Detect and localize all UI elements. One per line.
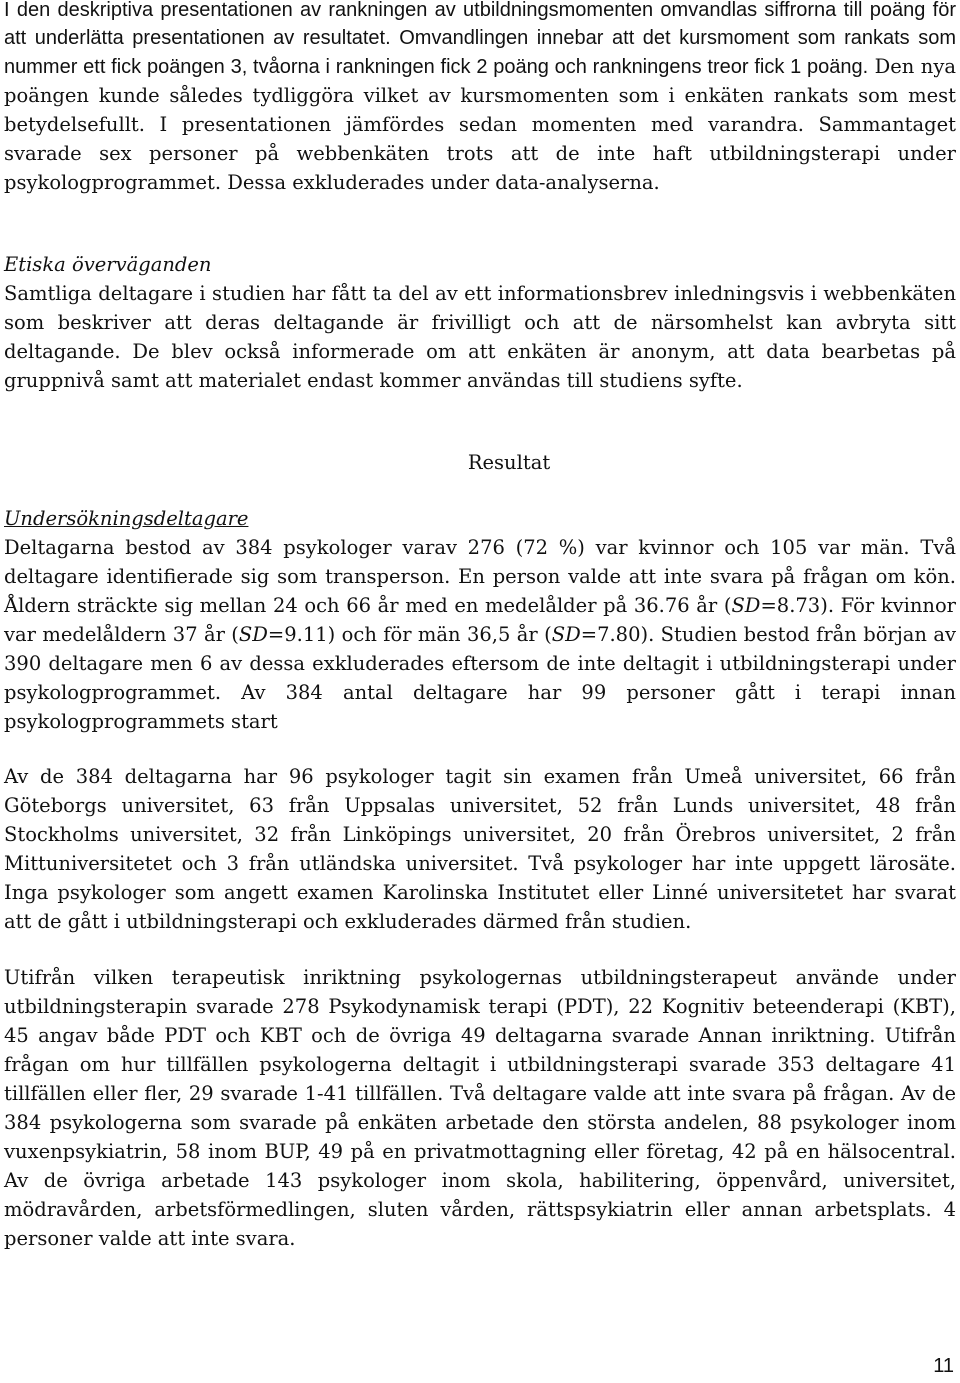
sd-label: SD [238,623,268,646]
paragraph-universities: Av de 384 deltagarna har 96 psykologer tagit sin examen från Umeå universitet, 66 från Göteborgs universitet, 63 från Uppsalas universitet, 52 från Lunds universitet, 48 från Stockholms universitet, 32 från Linköpings universitet, 20 från Örebros universitet, 2 från Mittuniversitetet och 3 från utländska universitet. Två psykologer har inte uppgett lärosäte. Inga psykologer som angett examen Karolinska Institutet eller Linné universitetet har svarat att de gått i utbildningsterapi och exkluderades därmed från studien. [4,765,956,933]
page-number: 11 [933,1355,954,1377]
paragraph-therapy-orientation: Utifrån vilken terapeutisk inriktning psykologernas utbildningsterapeut använde under utbildningsterapin svarade 278 Psykodynamisk terapi (PDT), 22 Kognitiv beteenderapi (KBT), 45 angav både PDT och KBT och de övriga 49 deltagarna svarade Annan inriktning. Utifrån frågan om hur tillfällen psykologerna deltagit i utbildningsterapi svarade 353 deltagare 41 tillfällen eller fler, 29 svarade 1-41 tillfällen. Två deltagare valde att inte svara på frågan. Av de 384 psykologerna som svarade på enkäten arbetade den största andelen, 88 psykologer inom vuxenpsykiatrin, 58 inom BUP, 49 på en privatmottagning eller företag, 42 på en hälsocentral. Av de övriga arbetade 143 psykologer inom skola, habilitering, öppenvård, universitet, mödravården, arbetsförmedlingen, sluten vården, rättspsykiatrin eller annan arbetsplats. 4 personer valde att inte svara. [4,966,956,1250]
section-heading-etiska: Etiska överväganden [4,253,212,276]
sd-label: SD [551,623,581,646]
participants-text-b: =8.73). För kvinnor var medelåldern 37 år ( [4,594,957,646]
sd-label: SD [731,594,761,617]
participants-text-d: =7.80). Studien bestod från början av 390 deltagare men 6 av dessa exkluderades eftersom de inte deltagit i utbildningsterapi under psykologprogrammet. Av 384 antal deltagare har 99 personer gått i terapi innan psykologprogrammets start [4,623,957,733]
participants-text-c: =9.11) och för män 36,5 år ( [267,623,552,646]
chapter-heading-resultat: Resultat [467,451,551,474]
participants-text-a: Deltagarna bestod av 384 psykologer varav 276 (72 %) var kvinnor och 105 var män. Två deltagare identifierade sig som transperson. En person valde att inte svara på frågan om kön. Åldern sträckte sig mellan 24 och 66 år med en medelålder på 36.76 år ( [4,536,956,617]
paragraph-ranking-method-part-b: Den nya poängen kunde således tydliggöra vilket av kursmomenten som i enkäten rankats som mest betydelsefullt. I presentationen jämfördes sedan momenten med varandra. Sammantaget svarade sex personer på webbenkäten trots att de inte haft utbildningsterapi under psykologprogrammet. Dessa exkluderades under data-analyserna. [4,55,956,194]
paragraph-participants [4,533,956,736]
paragraph-etiska: Samtliga deltagare i studien har fått ta del av ett informationsbrev inledningsvis i webbenkäten som beskriver att deras deltagande är frivilligt och att de närsomhelst kan avbryta sitt deltagande. De blev också informerade om att enkäten är anonym, att data bearbetas på gruppnivå samt att materialet endast kommer användas till studiens syfte. [4,282,956,392]
section-heading-undersokningsdeltagare: Undersökningsdeltagare [4,507,249,530]
paragraph-ranking-method-part-a: I den deskriptiva presentationen av rankningen av utbildningsmomenten omvandlas siffrorna till poäng för att underlätta presentationen av resultatet. Omvandlingen innebar att det kursmoment som rankats som nummer ett fick poängen 3, tvåorna i rankningen fick 2 poäng och rankningens treor fick 1 poäng. [4,0,956,78]
paragraph-ranking-method [4,0,956,197]
